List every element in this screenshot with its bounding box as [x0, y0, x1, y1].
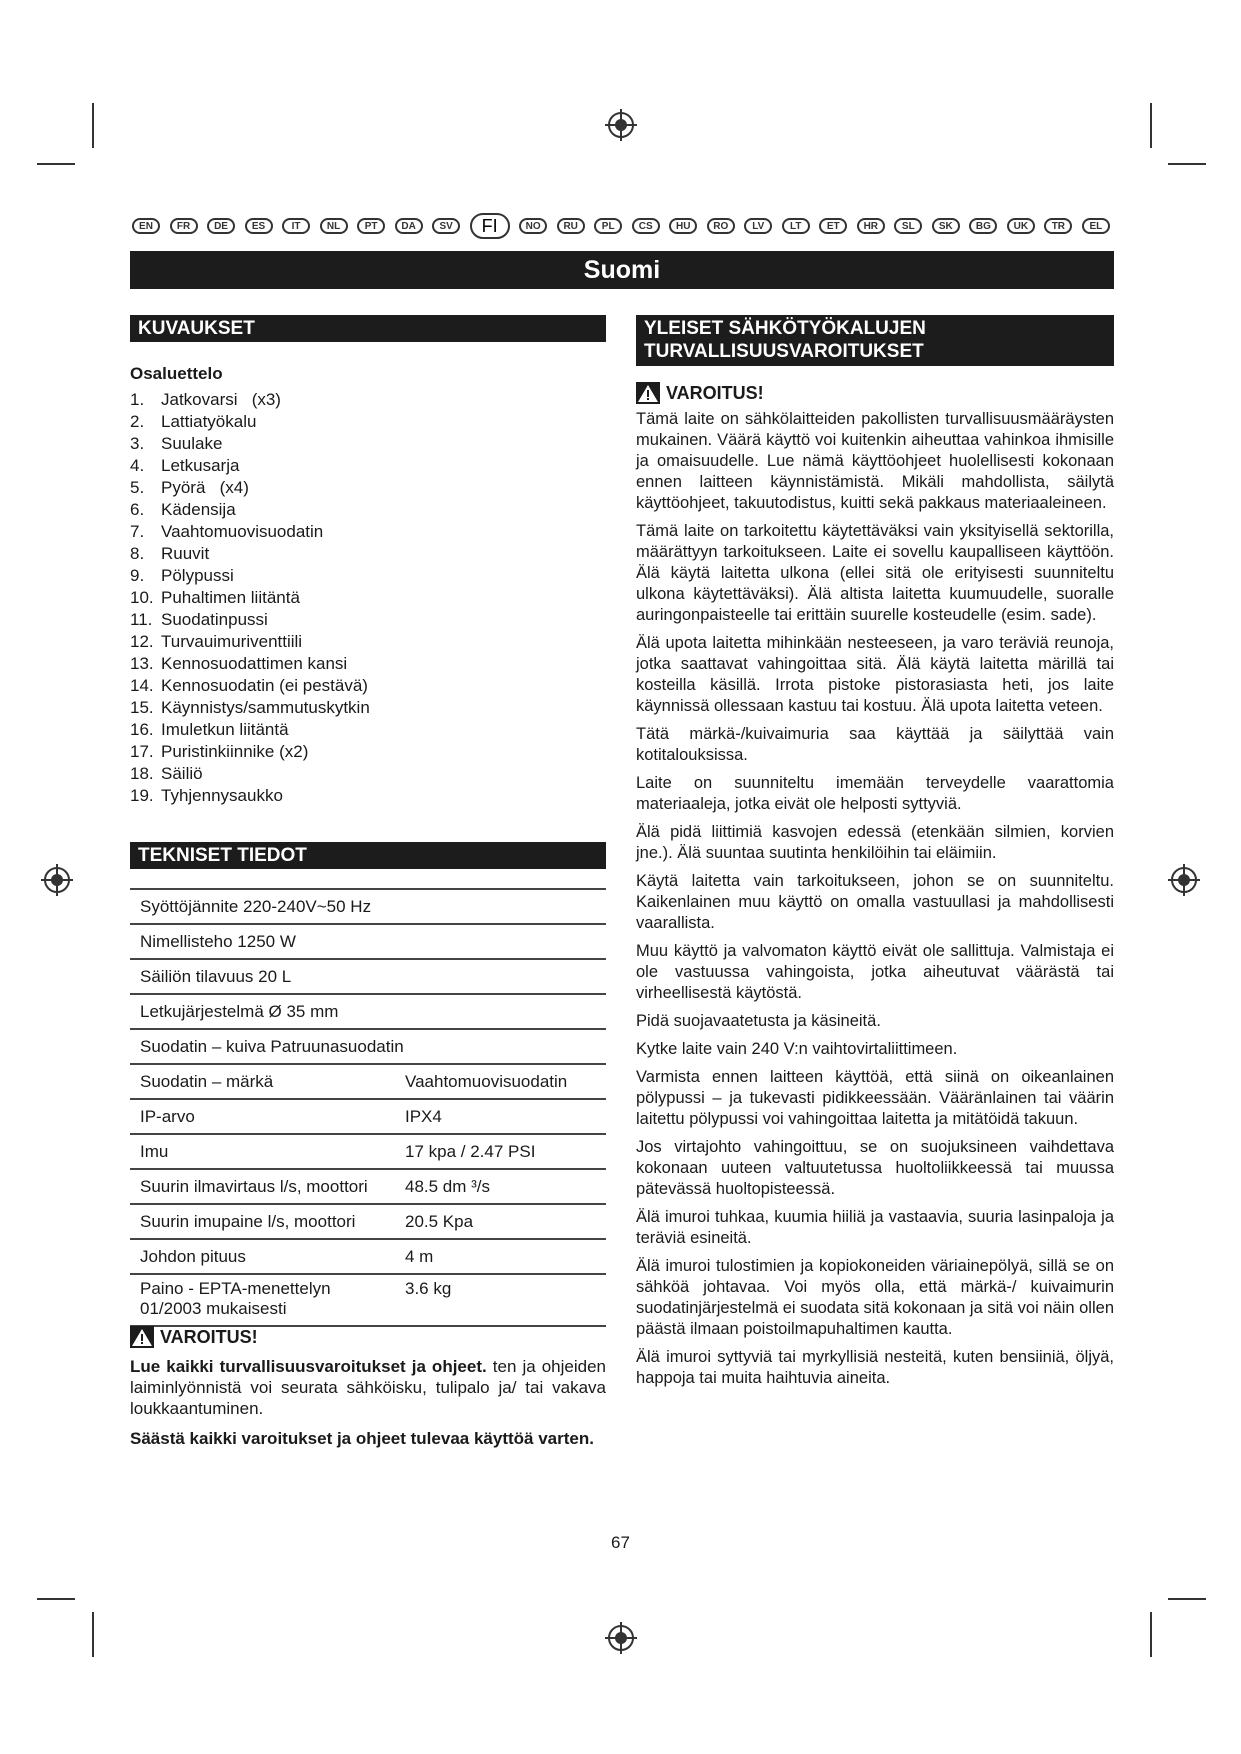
spec-label: Letkujärjestelmä Ø 35 mm [130, 994, 606, 1029]
list-item [130, 433, 570, 455]
spec-label: Nimellisteho 1250 W [130, 924, 606, 959]
spec-value: IPX4 [395, 1099, 606, 1134]
list-item-label: Käynnistys/sammutuskytkin [161, 698, 370, 717]
crop-mark [1150, 103, 1152, 148]
safety-paragraph: Älä upota laitetta mihinkään nesteeseen, ja varo teräviä reunoja, jotka saattavat vahingoittaa sitä. Älä käytä laitetta märillä tai kosteilla käsillä. Irrota pistoke pistorasiasta heti, jos laite käynnissä ollessaan kastuu tai kostuu. Älä upota laitetta veteen. [636, 634, 1114, 715]
list-item-label: Kädensija [161, 500, 236, 519]
list-item-number: 4. [130, 456, 145, 475]
list-item-number: 1. [130, 390, 145, 409]
list-item-number: 9. [130, 566, 145, 585]
spec-value: 4 m [395, 1239, 606, 1274]
language-uk-badge: UK [1007, 218, 1035, 234]
list-item [130, 653, 570, 675]
warning-text: ten ja ohjeiden laiminlyönnistä voi seurata sähköisku, tulipalo ja/ tai vakava loukkaantuminen. [130, 1357, 606, 1418]
language-tr-badge: TR [1044, 218, 1072, 234]
warning-icon [130, 1326, 154, 1348]
yleiset-heading-line2: TURVALLISUUSVAROITUKSET [644, 341, 924, 362]
crop-mark [37, 163, 75, 165]
page-number: 67 [611, 1533, 630, 1552]
list-item-number: 5. [130, 478, 145, 497]
list-item [130, 741, 570, 763]
language-ro-badge: RO [707, 218, 735, 234]
safety-paragraph: Kytke laite vain 240 V:n vaihtovirtaliittimeen. [636, 1040, 958, 1058]
crop-mark [1168, 1598, 1206, 1600]
list-item-label: Puhaltimen liitäntä [161, 588, 300, 607]
language-es-badge: ES [245, 218, 273, 234]
kuvaukset-heading: KUVAUKSET [130, 315, 606, 342]
list-item-number: 18. [130, 764, 154, 783]
list-item-number: 3. [130, 434, 145, 453]
table-row [130, 959, 606, 994]
list-item-number: 12. [130, 632, 154, 651]
table-row [130, 1064, 606, 1099]
language-en-badge: EN [132, 218, 160, 234]
list-item [130, 455, 570, 477]
list-item-number: 8. [130, 544, 145, 563]
parts-list-title: Osaluettelo [130, 364, 223, 383]
list-item-label: Kennosuodatin (ei pestävä) [161, 676, 368, 695]
table-row [130, 1274, 606, 1326]
safety-paragraph: Tätä märkä-/kuivaimuria saa käyttää ja säilyttää vain kotitalouksissa. [636, 725, 1114, 764]
list-item [130, 521, 570, 543]
crop-mark [1168, 163, 1206, 165]
list-item [130, 675, 570, 697]
list-item-label: Ruuvit [161, 544, 210, 563]
safety-paragraph: Älä imuroi syttyviä tai myrkyllisiä nesteitä, kuten bensiiniä, öljyä, happoja tai muita haihtuvia aineita. [636, 1348, 1114, 1387]
list-item-label: Lattiatyökalu [161, 412, 257, 431]
list-item-number: 17. [130, 742, 154, 761]
safety-paragraph: Laite on suunniteltu imemään terveydelle vaarattomia materiaaleja, jotka eivät ole helposti syttyviä. [636, 774, 1114, 813]
list-item [130, 389, 570, 411]
list-item-label: Kennosuodattimen kansi [161, 654, 348, 673]
list-item-label: Suulake [161, 434, 223, 453]
spec-label: Suodatin – kuiva Patruunasuodatin [130, 1029, 606, 1064]
table-row [130, 1169, 606, 1204]
table-row [130, 1134, 606, 1169]
list-item-label: Säiliö [161, 764, 203, 783]
language-hr-badge: HR [857, 218, 885, 234]
list-item-label: Turvauimuriventtiili [161, 632, 303, 651]
list-item-label: Jatkovarsi (x3) [161, 390, 281, 409]
safety-paragraph: Varmista ennen laitteen käyttöä, että siinä on oikeanlainen pölypussi – ja tukevasti pidikkeessään. Vääränlainen tai väärin laitettu pölypussi voi vahingoittaa laitetta ja mitätöidä takuun. [636, 1068, 1114, 1128]
safety-paragraph: Pidä suojavaatetusta ja käsineitä. [636, 1012, 881, 1030]
list-item-label: Puristinkiinnike (x2) [161, 742, 309, 761]
table-row [130, 889, 606, 924]
spec-label: Suurin imupaine l/s, moottori [130, 1204, 395, 1239]
yleiset-heading [636, 315, 1114, 366]
list-item [130, 719, 570, 741]
spec-label: Paino - EPTA-menettelyn 01/2003 mukaisesti [130, 1274, 395, 1326]
language-ru-badge: RU [557, 218, 585, 234]
list-item [130, 697, 570, 719]
spec-label: Johdon pituus [130, 1239, 395, 1274]
table-row [130, 1204, 606, 1239]
spec-value: 20.5 Kpa [395, 1204, 606, 1239]
spec-value: 48.5 dm ³/s [395, 1169, 606, 1204]
parts-list [130, 389, 570, 807]
language-title: Suomi [130, 251, 1114, 289]
save-instructions-text: Säästä kaikki varoitukset ja ohjeet tulevaa käyttöä varten. [130, 1429, 594, 1448]
list-item-label: Letkusarja [161, 456, 240, 475]
spec-label: Imu [130, 1134, 395, 1169]
registration-mark-icon [40, 863, 74, 897]
warning-icon [636, 382, 660, 404]
warning-paragraph [130, 1356, 606, 1419]
registration-mark-icon [1167, 863, 1201, 897]
list-item-label: Imuletkun liitäntä [161, 720, 289, 739]
list-item-number: 11. [130, 610, 153, 629]
spec-table [130, 888, 606, 1327]
language-lt-badge: LT [782, 218, 810, 234]
safety-paragraph: Älä imuroi tulostimien ja kopiokoneiden väriainepölyä, sillä se on sähköä johtavaa. Voi myös olla, että märkä-/ kuivaimurin suodatinjärjestelmä ei suodata sitä kokonaan ja sitä voi näin ollen päästä ilmaan poistoilmapuhaltimen kautta. [636, 1257, 1114, 1338]
spec-label: IP-arvo [130, 1099, 395, 1134]
list-item-number: 7. [130, 522, 145, 541]
list-item-label: Suodatinpussi [161, 610, 268, 629]
language-et-badge: ET [819, 218, 847, 234]
registration-mark-icon [604, 1621, 638, 1655]
table-row [130, 994, 606, 1029]
safety-paragraph: Tämä laite on sähkölaitteiden pakollisten turvallisuusmääräysten mukainen. Väärä käyttö voi kuitenkin aiheuttaa vahinkoa ihmisille ja omaisuudelle. Lue nämä käyttöohjeet huolellisesti kokonaan ennen laitteen käynnistämistä. Mikäli mahdollista, säilytä käyttöohjeet, takuutodistus, kuitti sekä pakkaus materiaaleineen. [636, 410, 1114, 512]
spec-label: Säiliön tilavuus 20 L [130, 959, 606, 994]
language-bg-badge: BG [969, 218, 997, 234]
language-cs-badge: CS [632, 218, 660, 234]
crop-mark [1150, 1612, 1152, 1657]
list-item-number: 6. [130, 500, 145, 519]
registration-mark-icon [604, 108, 638, 142]
language-no-badge: NO [519, 218, 547, 234]
spec-value: 3.6 kg [395, 1274, 606, 1326]
list-item [130, 411, 570, 433]
safety-paragraph: Käytä laitetta vain tarkoitukseen, johon se on suunniteltu. Kaikenlainen muu käyttö on omalla vastuullasi ja mahdollisesti vaarallista. [636, 872, 1114, 932]
spec-label: Suurin ilmavirtaus l/s, moottori [130, 1169, 395, 1204]
list-item [130, 587, 570, 609]
safety-paragraph: Muu käyttö ja valvomaton käyttö eivät ole sallittuja. Valmistaja ei ole vastuussa vahingoista, jotka aiheutuvat väärästä tai virheellisestä käytöstä. [636, 942, 1114, 1002]
language-fr-badge: FR [170, 218, 198, 234]
language-fi-badge: FI [470, 213, 510, 239]
language-hu-badge: HU [669, 218, 697, 234]
list-item-label: Pyörä (x4) [161, 478, 249, 497]
list-item [130, 499, 570, 521]
language-it-badge: IT [282, 218, 310, 234]
list-item [130, 763, 570, 785]
table-row [130, 924, 606, 959]
table-row [130, 1029, 606, 1064]
list-item-number: 13. [130, 654, 154, 673]
yleiset-body [636, 382, 1114, 1396]
language-sv-badge: SV [432, 218, 460, 234]
list-item-number: 15. [130, 698, 154, 717]
language-sk-badge: SK [932, 218, 960, 234]
safety-paragraph: Tämä laite on tarkoitettu käytettäväksi vain yksityisellä sektorilla, määrättyyn tarkoitukseen. Laite ei sovellu kaupalliseen käyttöön. Älä käytä laitetta ulkona (ellei sitä ole erityisesti suunniteltu ulkona käytettäväksi). Älä altista laitetta kuumuudelle, suoralle auringonpaisteelle tai erittäin suurelle kosteudelle (esim. sade). [636, 522, 1114, 624]
list-item-label: Vaahtomuovisuodatin [161, 522, 324, 541]
language-lv-badge: LV [744, 218, 772, 234]
safety-paragraph: Jos virtajohto vahingoittuu, se on suojuksineen vaihdettava kokonaan uuteen valtuutetussa huoltoliikkeessä tai muussa pätevässä huoltopisteessä. [636, 1138, 1114, 1198]
list-item-number: 19. [130, 786, 154, 805]
warning-label: VAROITUS! [666, 382, 764, 403]
warning-label: VAROITUS! [160, 1326, 258, 1347]
spec-value: 17 kpa / 2.47 PSI [395, 1134, 606, 1169]
safety-paragraph: Älä imuroi tuhkaa, kuumia hiiliä ja vastaavia, suuria lasinpaloja ja teräviä esineitä. [636, 1208, 1114, 1247]
list-item-number: 14. [130, 676, 154, 695]
tekniset-heading: TEKNISET TIEDOT [130, 842, 606, 869]
list-item-number: 10. [130, 588, 154, 607]
list-item [130, 565, 570, 587]
crop-mark [92, 103, 94, 148]
list-item-number: 2. [130, 412, 145, 431]
crop-mark [92, 1612, 94, 1657]
language-nl-badge: NL [320, 218, 348, 234]
language-pt-badge: PT [357, 218, 385, 234]
list-item [130, 477, 570, 499]
spec-label: Suodatin – märkä [130, 1064, 395, 1099]
language-da-badge: DA [395, 218, 423, 234]
language-pl-badge: PL [594, 218, 622, 234]
language-sl-badge: SL [894, 218, 922, 234]
left-warning-block [130, 1326, 606, 1456]
list-item-label: Tyhjennysaukko [161, 786, 283, 805]
crop-mark [37, 1598, 75, 1600]
safety-paragraph: Älä pidä liittimiä kasvojen edessä (etenkään silmien, korvien jne.). Älä suuntaa suutinta henkilöihin tai eläimiin. [636, 823, 1114, 862]
language-de-badge: DE [207, 218, 235, 234]
warning-bold-text: Lue kaikki turvallisuusvaroitukset ja ohjeet. [130, 1357, 487, 1376]
list-item-label: Pölypussi [161, 566, 234, 585]
table-row [130, 1239, 606, 1274]
list-item-number: 16. [130, 720, 154, 739]
list-item [130, 609, 570, 631]
spec-label: Syöttöjännite 220-240V~50 Hz [130, 889, 606, 924]
list-item [130, 785, 570, 807]
list-item [130, 543, 570, 565]
table-row [130, 1099, 606, 1134]
language-bar [132, 214, 1110, 238]
yleiset-heading-line1: YLEISET SÄHKÖTYÖKALUJEN [644, 318, 926, 339]
list-item [130, 631, 570, 653]
spec-value: Vaahtomuovisuodatin [395, 1064, 606, 1099]
language-el-badge: EL [1082, 218, 1110, 234]
